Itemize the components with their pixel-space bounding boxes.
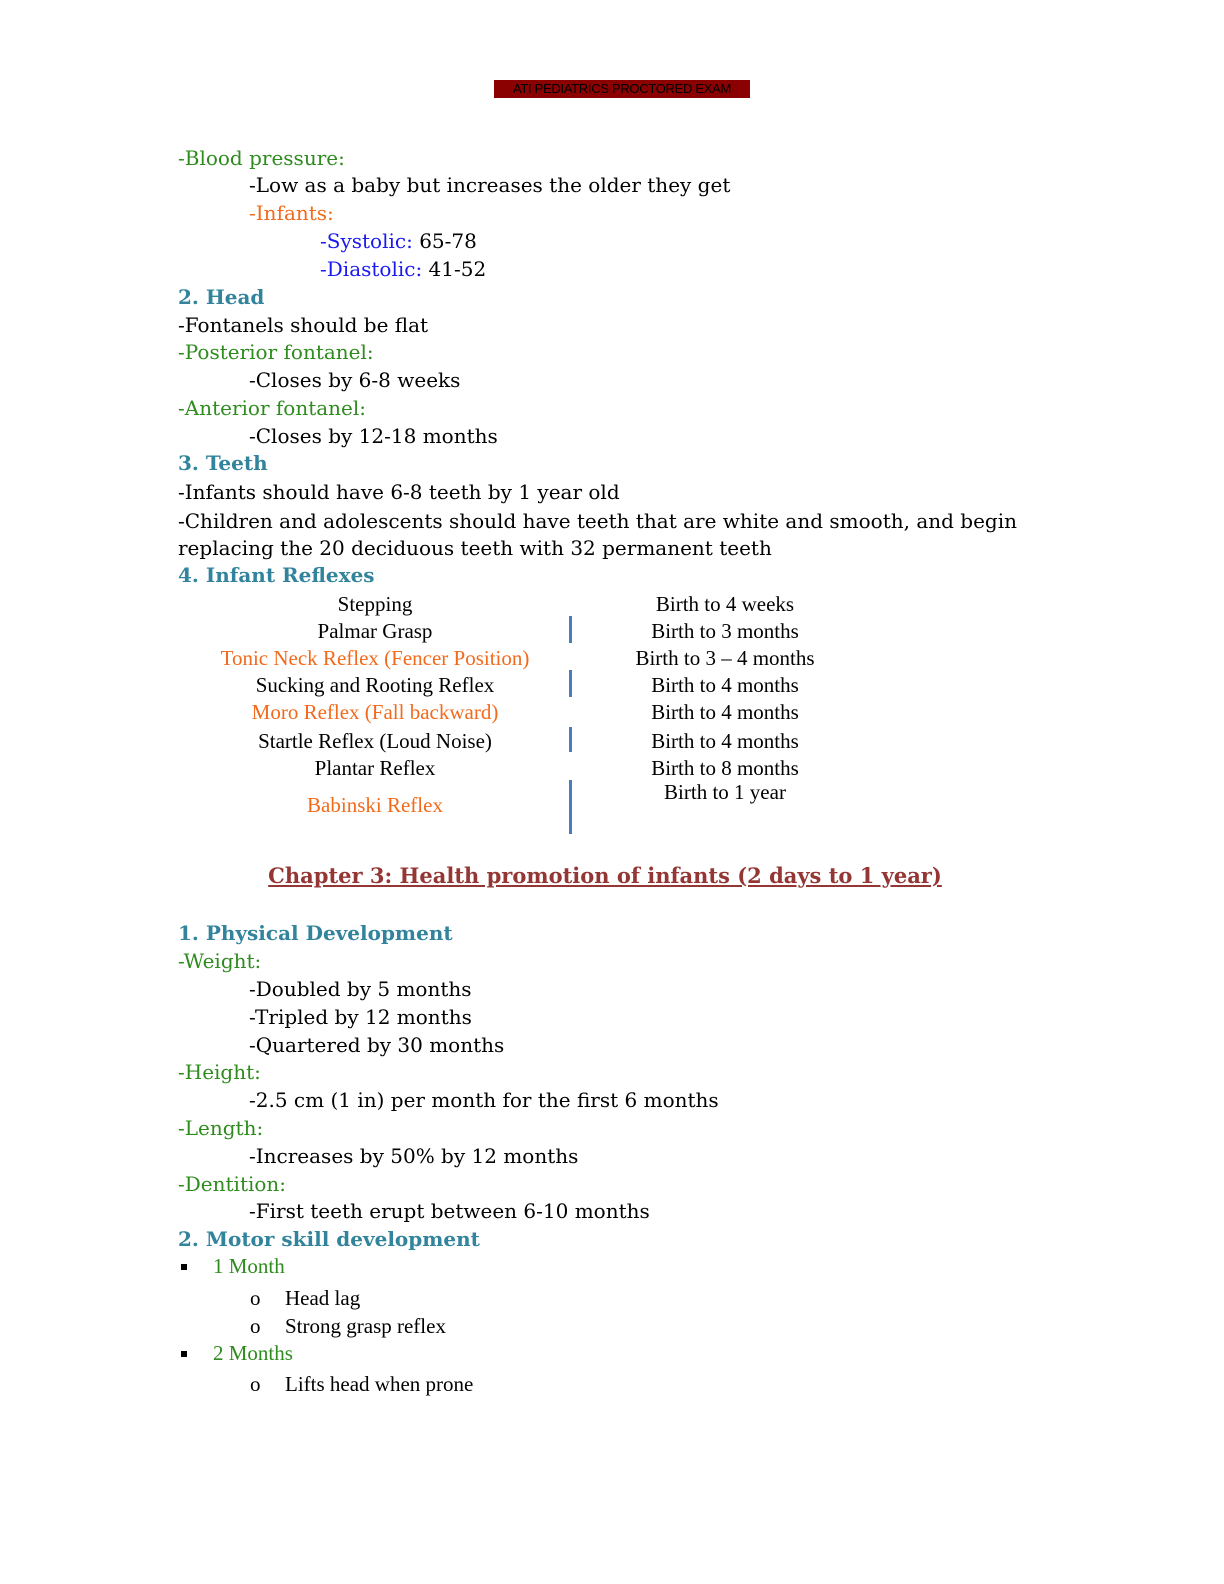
dentition-line: -First teeth erupt between 6-10 months	[249, 1199, 650, 1223]
table-divider	[569, 727, 572, 752]
circle-bullet-icon: o	[250, 1314, 261, 1338]
height-label: -Height:	[178, 1060, 261, 1084]
reflexes-title: 4. Infant Reflexes	[178, 563, 375, 587]
weight-line: -Doubled by 5 months	[249, 977, 472, 1001]
posterior-fontanel: -Posterior fontanel:	[178, 340, 374, 364]
teeth-line1: -Infants should have 6-8 teeth by 1 year old	[178, 480, 620, 504]
reflex-name: Tonic Neck Reflex (Fencer Position)	[220, 646, 530, 670]
diastolic-value: 41-52	[422, 257, 487, 281]
motor-month: 2 Months	[213, 1341, 293, 1365]
reflex-name: Stepping	[337, 592, 413, 616]
motor-item: Lifts head when prone	[285, 1372, 474, 1396]
reflex-name: Sucking and Rooting Reflex	[255, 673, 495, 697]
bp-line: -Low as a baby but increases the older they get	[249, 173, 731, 197]
posterior-close: -Closes by 6-8 weeks	[249, 368, 461, 392]
head-title: 2. Head	[178, 285, 265, 309]
reflex-age: Birth to 4 months	[651, 700, 799, 724]
table-divider	[569, 780, 572, 834]
systolic-label: -Systolic:	[320, 229, 413, 253]
motor-month: 1 Month	[213, 1254, 285, 1278]
reflex-age: Birth to 3 – 4 months	[635, 646, 815, 670]
weight-line: -Tripled by 12 months	[249, 1005, 472, 1029]
teeth-title: 3. Teeth	[178, 451, 268, 475]
length-line: -Increases by 50% by 12 months	[249, 1144, 579, 1168]
systolic-value: 65-78	[412, 229, 477, 253]
bp-title: -Blood pressure:	[178, 146, 345, 170]
square-bullet-icon	[181, 1351, 187, 1357]
motor-item: Head lag	[285, 1286, 361, 1310]
physical-title: 1. Physical Development	[178, 921, 453, 945]
head-line: -Fontanels should be flat	[178, 313, 429, 337]
reflex-name: Palmar Grasp	[317, 619, 433, 643]
height-line: -2.5 cm (1 in) per month for the first 6 months	[249, 1088, 719, 1112]
anterior-fontanel: -Anterior fontanel:	[178, 396, 367, 420]
reflex-name: Babinski Reflex	[307, 793, 443, 817]
dentition-label: -Dentition:	[178, 1172, 287, 1196]
bp-infants: -Infants:	[249, 201, 334, 225]
motor-title: 2. Motor skill development	[178, 1227, 480, 1251]
square-bullet-icon	[181, 1264, 187, 1270]
reflex-age: Birth to 8 months	[651, 756, 799, 780]
length-label: -Length:	[178, 1116, 264, 1140]
reflex-age: Birth to 1 year	[664, 780, 786, 804]
weight-line: -Quartered by 30 months	[249, 1033, 505, 1057]
bp-diastolic	[320, 255, 486, 283]
bp-systolic	[320, 227, 477, 255]
circle-bullet-icon: o	[250, 1372, 261, 1396]
page-header: ATI PEDIATRICS PROCTORED EXAM	[494, 80, 750, 98]
diastolic-label: -Diastolic:	[320, 257, 423, 281]
reflex-age: Birth to 4 weeks	[655, 592, 795, 616]
anterior-close: -Closes by 12-18 months	[249, 424, 498, 448]
teeth-line2: -Children and adolescents should have teeth that are white and smooth, and begin	[178, 509, 1018, 533]
reflex-age: Birth to 4 months	[651, 673, 799, 697]
circle-bullet-icon: o	[250, 1286, 261, 1310]
reflex-name-column	[175, 591, 575, 819]
table-divider	[569, 670, 572, 697]
chapter-title: Chapter 3: Health promotion of infants (2 days to 1 year)	[268, 863, 942, 888]
reflex-name: Moro Reflex (Fall backward)	[251, 700, 499, 724]
reflex-age: Birth to 4 months	[651, 729, 799, 753]
reflex-age: Birth to 3 months	[651, 619, 799, 643]
table-divider	[569, 616, 572, 643]
weight-label: -Weight:	[178, 949, 262, 973]
motor-item: Strong grasp reflex	[285, 1314, 446, 1338]
reflex-age-column	[575, 591, 875, 806]
reflex-name: Plantar Reflex	[314, 756, 436, 780]
teeth-line3: replacing the 20 deciduous teeth with 32 permanent teeth	[178, 536, 772, 560]
reflex-name: Startle Reflex (Loud Noise)	[258, 729, 492, 753]
